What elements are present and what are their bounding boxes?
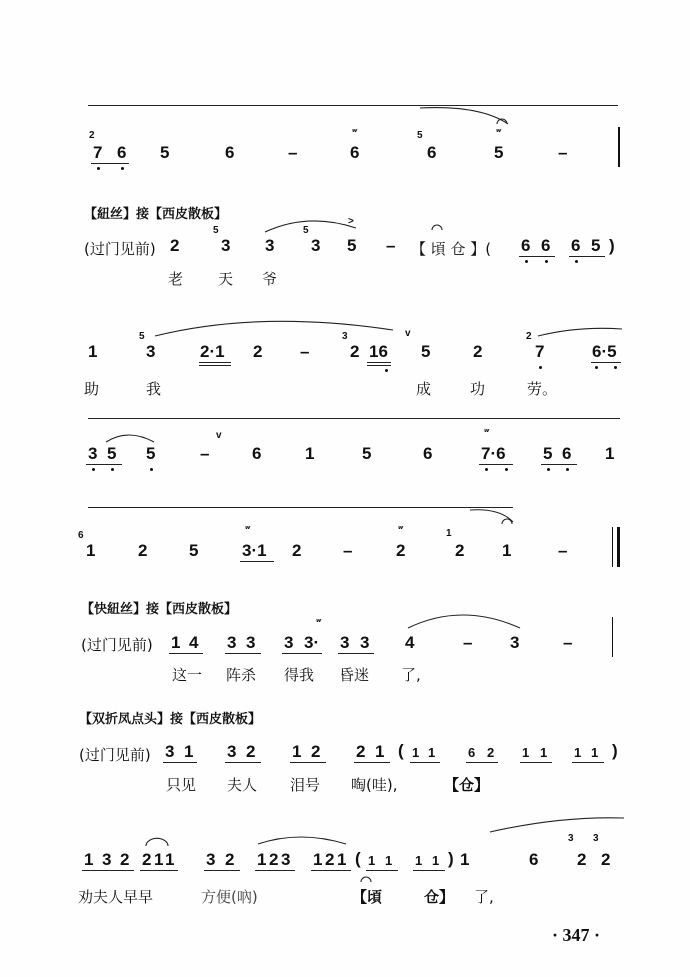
note: 3 <box>284 633 294 652</box>
note: 1 <box>88 342 98 361</box>
note: 2 <box>356 742 366 761</box>
percussion-bracket: 仓】 <box>424 888 455 906</box>
lyric: 只见 <box>166 776 197 794</box>
note: 6 <box>571 236 581 255</box>
note: 6 <box>350 143 360 162</box>
note: 7 <box>93 143 103 162</box>
lyric: 了, <box>401 666 421 684</box>
note: 1 <box>502 541 512 560</box>
note: 2 <box>325 850 335 869</box>
note: 5 <box>494 143 504 162</box>
note: 1 <box>292 742 302 761</box>
note: 3 <box>311 236 321 255</box>
note: 1 <box>375 742 385 761</box>
grace-note: 1 <box>446 528 452 539</box>
note: 3 <box>88 444 98 463</box>
lyric: 天 <box>218 270 234 288</box>
note: 5 <box>146 444 156 463</box>
ornament-mark: ʷ <box>245 525 251 535</box>
grace-note: 5 <box>213 225 219 236</box>
note: 1 <box>313 850 323 869</box>
lyric: 昏迷 <box>339 666 370 684</box>
lyric: 了, <box>474 888 494 906</box>
page-number: · 347 · <box>552 925 601 945</box>
dash: – <box>386 236 396 255</box>
note: 2 <box>455 541 465 560</box>
note: 1 <box>184 742 194 761</box>
note: 1 <box>412 745 420 760</box>
note: 1 <box>428 745 436 760</box>
lyric: 老 <box>168 270 184 288</box>
open-paren: ( <box>398 741 404 760</box>
note: 6 <box>521 236 531 255</box>
note: 2·1 <box>200 342 225 361</box>
lyric: 这一 <box>172 666 203 684</box>
grace-note: 2 <box>89 130 95 141</box>
note: 1 <box>154 850 164 869</box>
dash: – <box>288 143 298 162</box>
note: 6 <box>427 143 437 162</box>
note: 2 <box>311 742 321 761</box>
note: 1 <box>540 745 548 760</box>
note: 5 <box>160 143 170 162</box>
ornament-mark: ʷ <box>352 128 358 138</box>
note: 6 <box>529 850 539 869</box>
note: 2 <box>246 742 256 761</box>
interlude-prefix: (过门见前) <box>81 636 153 654</box>
ornament-mark: ʷ <box>484 428 490 438</box>
note: 2 <box>601 850 611 869</box>
note: 2 <box>138 541 148 560</box>
note: 3 <box>221 236 231 255</box>
note: 1 <box>171 633 181 652</box>
grace-note: 3 <box>568 833 574 844</box>
note: 7·6 <box>481 444 506 463</box>
dash: – <box>343 541 353 560</box>
note: 1 <box>460 850 470 869</box>
ornament-mark: ʷ <box>316 618 322 628</box>
note: 6 <box>468 745 476 760</box>
note: 5 <box>347 236 357 255</box>
lyric: 功 <box>470 380 486 398</box>
section-header: 【紐丝】接【西皮散板】 <box>84 207 228 222</box>
lyric: 我 <box>146 380 162 398</box>
grace-note: 3 <box>342 331 348 342</box>
percussion-bracket: 【 頃 仓 】( <box>411 240 492 258</box>
note: 6 <box>117 143 127 162</box>
ornament-mark: ʷ <box>398 525 404 535</box>
note: 1 <box>86 541 96 560</box>
lyric: 阵杀 <box>226 666 257 684</box>
lyric: 啕(哇), <box>351 776 398 794</box>
note: 16 <box>369 342 388 361</box>
breath-mark: v <box>216 430 222 441</box>
note: 6 <box>562 444 572 463</box>
note: 2 <box>120 850 130 869</box>
grace-note: 5 <box>139 331 145 342</box>
note: 3 <box>165 742 175 761</box>
note: 6·5 <box>592 342 617 361</box>
section-header: 【快紐丝】接【西皮散板】 <box>81 602 238 617</box>
note: 1 <box>605 444 615 463</box>
accent-mark: > <box>348 216 354 227</box>
note: 3 <box>360 633 370 652</box>
grace-note: 5 <box>303 225 309 236</box>
note: 1 <box>337 850 347 869</box>
note: 3· <box>304 633 320 652</box>
lyric: 夫人 <box>227 776 258 794</box>
note: 6 <box>252 444 262 463</box>
note: 1 <box>385 853 393 868</box>
interlude-prefix: (过门见前) <box>79 746 151 764</box>
grace-note: 6 <box>78 530 84 541</box>
note: 2 <box>350 342 360 361</box>
lyric: 劳。 <box>527 380 558 398</box>
percussion-bracket: 【仓】 <box>444 776 490 794</box>
section-header: 【双折凤点头】接【西皮散板】 <box>79 712 262 727</box>
lyric: 成 <box>416 380 432 398</box>
note: 2 <box>487 745 495 760</box>
note: 1 <box>522 745 530 760</box>
note: 6 <box>423 444 433 463</box>
percussion-bracket: 【頃 <box>352 888 383 906</box>
note: 2 <box>577 850 587 869</box>
dash: – <box>563 633 573 652</box>
note: 4 <box>189 633 199 652</box>
note: 7 <box>535 342 545 361</box>
note: 2 <box>292 541 302 560</box>
note: 5 <box>107 444 117 463</box>
note: 3 <box>246 633 256 652</box>
dash: – <box>463 633 473 652</box>
note: 3 <box>227 742 237 761</box>
note: 1 <box>591 745 599 760</box>
interlude-prefix: (过门见前) <box>84 240 156 258</box>
lyric: 得我 <box>284 666 315 684</box>
note: 3 <box>265 236 275 255</box>
note: 3 <box>206 850 216 869</box>
note: 1 <box>84 850 94 869</box>
note: 4 <box>405 633 415 652</box>
close-paren: ) <box>448 849 454 868</box>
grace-note: 5 <box>417 130 423 141</box>
lyric: 劝夫人早早 <box>78 888 154 906</box>
note: 5 <box>543 444 553 463</box>
note: 3·1 <box>242 541 267 560</box>
note: 2 <box>269 850 279 869</box>
dash: – <box>200 444 210 463</box>
dash: – <box>558 541 568 560</box>
note: 2 <box>396 541 406 560</box>
breath-mark: v <box>405 328 411 339</box>
ornament-mark: ʷ <box>496 128 502 138</box>
close-paren: ) <box>612 741 618 760</box>
note: 2 <box>253 342 263 361</box>
note: 6 <box>541 236 551 255</box>
note: 1 <box>574 745 582 760</box>
note: 2 <box>225 850 235 869</box>
grace-note: 2 <box>526 331 532 342</box>
lyric: 泪号 <box>290 776 321 794</box>
note: 6 <box>225 143 235 162</box>
lyric: 助 <box>84 380 100 398</box>
note: 1 <box>368 853 376 868</box>
lyric: 方便(吶) <box>201 888 258 906</box>
note: 1 <box>432 853 440 868</box>
note: 1 <box>415 853 423 868</box>
note: 1 <box>257 850 267 869</box>
note: 1 <box>305 444 315 463</box>
note: 3 <box>146 342 156 361</box>
note: 5 <box>421 342 431 361</box>
note: 3 <box>281 850 291 869</box>
note: 3 <box>510 633 520 652</box>
note: 3 <box>102 850 112 869</box>
close-paren: ) <box>609 236 615 255</box>
note: 2 <box>473 342 483 361</box>
note: 2 <box>170 236 180 255</box>
note: 1 <box>165 850 175 869</box>
note: 5 <box>362 444 372 463</box>
dash: – <box>300 342 310 361</box>
note: 3 <box>340 633 350 652</box>
note: 2 <box>142 850 152 869</box>
open-paren: ( <box>355 849 361 868</box>
note: 5 <box>189 541 199 560</box>
dash: – <box>558 143 568 162</box>
note: 5 <box>591 236 601 255</box>
note: 3 <box>227 633 237 652</box>
grace-note: 3 <box>593 833 599 844</box>
lyric: 爷 <box>262 270 278 288</box>
